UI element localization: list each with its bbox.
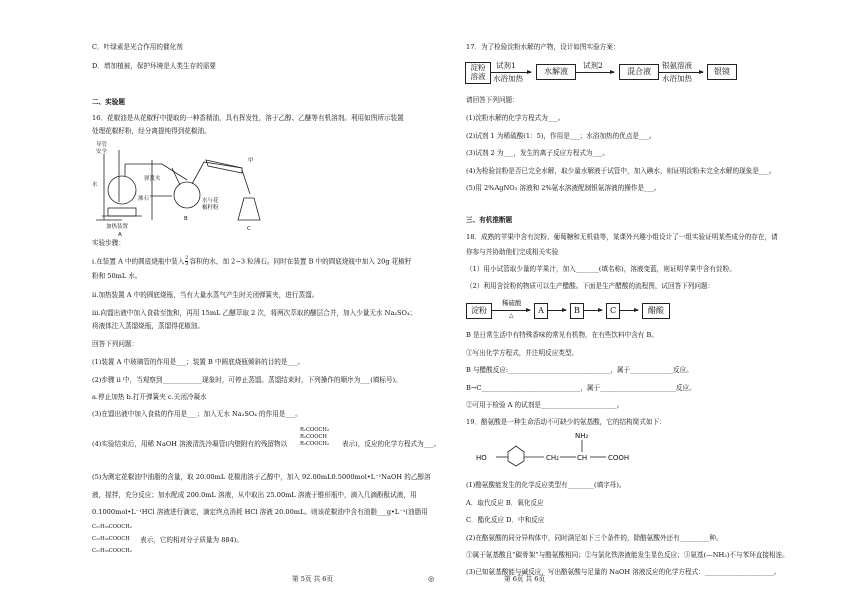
q16-part2-options: a.停止加热 b.打开弹簧夹 c.关闭冷凝水 — [92, 393, 207, 401]
q18-reagent-a: ②可用于检验 A 的试剂是_______________________。 — [466, 401, 624, 409]
step-1: i.在装置 A 中的圆底烧瓶中装入 $\frac{2}{3}$ 容积的水，加 2−3 粒沸石。同时在装置 B 中的圆底烧瓶中加入 20g 花椒籽 — [92, 255, 412, 267]
flow-arrow-1 — [491, 72, 531, 73]
option-d: D．增加植被，保护环境是人类生存的需要 — [92, 62, 216, 70]
flow2-arrow-2 — [548, 310, 566, 311]
flow-arrow2-top: 试剂2 — [583, 61, 603, 70]
q19-part3: (3)已知氨基酸能与碱反应，写出酪氨酸与足量的 NaOH 溶液反应的化学方程式：_____________________。 — [466, 568, 781, 576]
flow-box-mixture: 混合液 — [619, 64, 659, 80]
q16-intro-line1: 16．花椒油是从花椒籽中提取的一种香精油，具有挥发性，溶于乙醇、乙醚等有机溶剂。利用如图所示装置 — [92, 114, 404, 122]
flow2-arrow-4 — [620, 310, 638, 311]
flow-box-silver-mirror: 银镜 — [707, 64, 737, 80]
q16-part3: (3)在馏出液中加入食盐的作用是___；加入无水 Na₂SO₄ 的作用是___。 — [92, 410, 302, 418]
section-inference-heading: 三、有机推断题 — [466, 216, 513, 224]
struct-ho: HO — [476, 454, 487, 462]
q19-options-cd: C．酯化反应 D．中和反应 — [466, 516, 545, 524]
q16-intro-line2: 处理花椒籽粉，经分离提纯得到花椒油。 — [92, 127, 211, 135]
fig-label-tube: 导管 — [96, 142, 108, 148]
flow-arrow3-top: 银氨溶液 — [662, 61, 692, 70]
flow2-arrow-3 — [584, 310, 602, 311]
section-experiment-heading: 二、实验题 — [92, 98, 125, 106]
flow-arrow1-top: 试剂1 — [496, 61, 516, 70]
q17-part4: (4)为检验淀粉是否已完全水解，取少量水解液于试管中，加入碘水，则证明淀粉未完全水解的现象是___。 — [466, 167, 776, 175]
fig-label-water-seed-1: 水与花 — [202, 198, 219, 204]
q19-part1: (1)酪氨酸能发生的化学反应类型有________(填字母)。 — [466, 481, 626, 489]
step-2: ii.加热装置 A 中的圆底烧瓶，当有大量水蒸气产生时关闭弹簧夹，进行蒸馏。 — [92, 291, 319, 299]
fig-label-c: C — [247, 226, 251, 232]
page-6 — [430, 0, 860, 608]
fig-label-heat: 加热装置 — [106, 224, 129, 230]
step-1-cont: 粉和 50mL 水。 — [92, 272, 142, 280]
q19-part2-conditions: ①属于氨基酸且“碳骨架”与酪氨酸相同；②与氯化铁溶液能发生显色反应；③氨基(—NH₂)不与苯环直接相连。 — [466, 551, 789, 559]
fig-label-water-seed-2: 椒籽粉 — [202, 205, 219, 211]
q18-stem-line1: 18．成熟的苹果中含有淀粉、葡萄糖和无机盐等，某课外兴趣小组设计了一组实验证明某些成分的存在，请 — [466, 233, 778, 241]
flow2-box-acetic-acid: 醋酸 — [642, 303, 670, 319]
q19-options-ab: A．取代反应 B．氧化反应 — [466, 499, 544, 507]
q17-stem: 17．为了检验淀粉水解的产物，设计如图实验方案： — [466, 43, 620, 51]
page-footer-5: 第 5页 共 6页 — [292, 575, 334, 583]
step-3-cont: 将液体注入蒸馏烧瓶，蒸馏得花椒油。 — [92, 322, 205, 330]
oil-formula: C₁₇H₃₃COOCH₂ C₁₇H₃₃COOCH C₁₇H₃₃COOCH₂ — [92, 524, 132, 554]
binding-mark: ◎ — [428, 575, 435, 583]
step-3: iii.向馏出液中加入食盐至饱和，再用 15mL 乙醚萃取 2 次，将两次萃取的醚层合并，加入少量无水 Na₂SO₄； — [92, 309, 417, 317]
flow2-arrow1-top: 稀硫酸 — [502, 299, 522, 307]
flow-box-starch: 淀粉 溶液 — [465, 62, 491, 84]
struct-nh2: NH₂ — [575, 432, 589, 440]
q17-part3: (3)试剂 2 为___，发生的离子反应方程式为___。 — [466, 149, 610, 157]
distillation-apparatus-figure — [92, 140, 272, 238]
q17-part5: (5)用 2%AgNO₃ 溶液和 2%氨水溶液配制银氨溶液的操作是___。 — [466, 184, 661, 192]
fig-label-a: A — [118, 232, 122, 238]
flow-arrow-2 — [576, 72, 614, 73]
oil-formula-note: 表示，它的相对分子质量为 884)。 — [140, 536, 243, 544]
q18-eq-b-acetic: B 与醋酸反应:_______________________________，属于_____________反应。 — [466, 366, 693, 374]
q16-part4-post: 表示)，反应的化学方程式为___。 — [342, 440, 441, 448]
option-c: C．叶绿素是光合作用的催化剂 — [92, 43, 183, 51]
q16-part1: (1)装置 A 中玻璃管的作用是___；装置 B 中圆底烧瓶倾斜的目的是___。 — [92, 358, 304, 366]
q18-b-description: B 是日常生活中有特殊香味的常见有机物，在有些饮料中含有 B。 — [466, 331, 658, 339]
struct-ch: CH — [577, 454, 588, 462]
q16-part5-line2: 液，搅拌，充分反应；加水配成 200.0mL 溶液，从中取出 25.00mL 溶液于锥形瓶中，滴入几滴酚酞试液，用 — [92, 491, 417, 499]
flow-arrow3-bottom: 水浴加热 — [662, 74, 692, 83]
q19-stem: 19．酪氨酸是一种生命活动不可缺少的氨基酸，它的结构简式如下： — [466, 418, 666, 426]
answer-prompt: 回答下列问题： — [92, 340, 139, 348]
q16-part4-pre: (4)实验结束后，用稀 NaOH 溶液清洗冷凝管(内壁附有的残留物以 — [92, 440, 288, 448]
q18-stem-line2: 你参与并协助他们完成相关实验 — [466, 248, 559, 256]
q18-eq-b-to-c: B→C______________________________，属于_______________________反应。 — [466, 384, 696, 392]
triglyceride-formula: R₁COOCH₂ R₂COOCH R₃COOCH₂ — [300, 427, 330, 447]
q16-part5-line1: (5)为测定花椒油中油脂的含量，取 20.00mL 花椒油溶于乙醇中，加入 92.00mL0.5000mol•L⁻¹NaOH 的乙醇溶 — [92, 473, 431, 481]
fig-label-safety: 安全 — [96, 149, 108, 155]
steps-title: 实验步骤： — [92, 239, 125, 247]
page-footer-6: 第 6页 共 6页 — [504, 575, 546, 583]
fig-label-water: 水 — [92, 182, 98, 188]
flow2-arrow1-bottom: △ — [509, 312, 514, 319]
fig-label-jia: 甲 — [248, 158, 254, 164]
q18-part2: （2）利用含淀粉的物质可以生产醋酸。下面是生产醋酸的流程图，试回答下列问题： — [466, 282, 715, 290]
q19-part2: (2)在酪氨酸的同分异构体中，同时满足如下三个条件的，除酪氨酸外还有_________种。 — [466, 534, 723, 542]
flow2-box-c: C — [606, 303, 620, 319]
tyrosine-structure — [466, 428, 666, 474]
struct-ch2: CH₂ — [546, 454, 559, 462]
fig-label-b: B — [184, 216, 188, 222]
q16-part2: (2)步骤 ii 中，当观察到____________现象时，可停止蒸馏。蒸馏结束时，下列操作的顺序为___(填标号)。 — [92, 376, 402, 384]
q17-answer-prompt: 请回答下列问题： — [466, 96, 519, 104]
q18-part1: （1）用小试管取少量的苹果汁，加入_______(填名称)，溶液变蓝，则证明苹果中含有淀粉。 — [466, 265, 736, 273]
flow-arrow-3 — [659, 72, 703, 73]
fig-label-stone: 沸石 — [138, 196, 150, 202]
struct-cooh: COOH — [608, 454, 630, 462]
flow-arrow1-bottom: 水浴加热 — [493, 74, 523, 83]
fig-label-clamp: 弹簧夹 — [144, 176, 161, 182]
flow-box-hydrolysate: 水解液 — [536, 64, 576, 80]
flow2-box-a: A — [534, 303, 548, 319]
q18-write-eq: ①写出化学方程式，并注明反应类型。 — [466, 349, 579, 357]
q17-part1: (1)淀粉水解的化学方程式为___。 — [466, 114, 565, 122]
q16-part5-line3: 0.1000mol•L⁻¹HCl 溶液进行滴定，滴定终点消耗 HCl 溶液 20.00mL。则该花椒油中含有油脂___g•L⁻¹(油脂用 — [92, 508, 428, 516]
flow2-box-b: B — [570, 303, 584, 319]
q17-part2: (2)试剂 1 为稀硫酸(1：5)，作用是___；水浴加热的优点是___。 — [466, 132, 656, 140]
flow2-box-starch: 淀粉 — [466, 303, 492, 319]
